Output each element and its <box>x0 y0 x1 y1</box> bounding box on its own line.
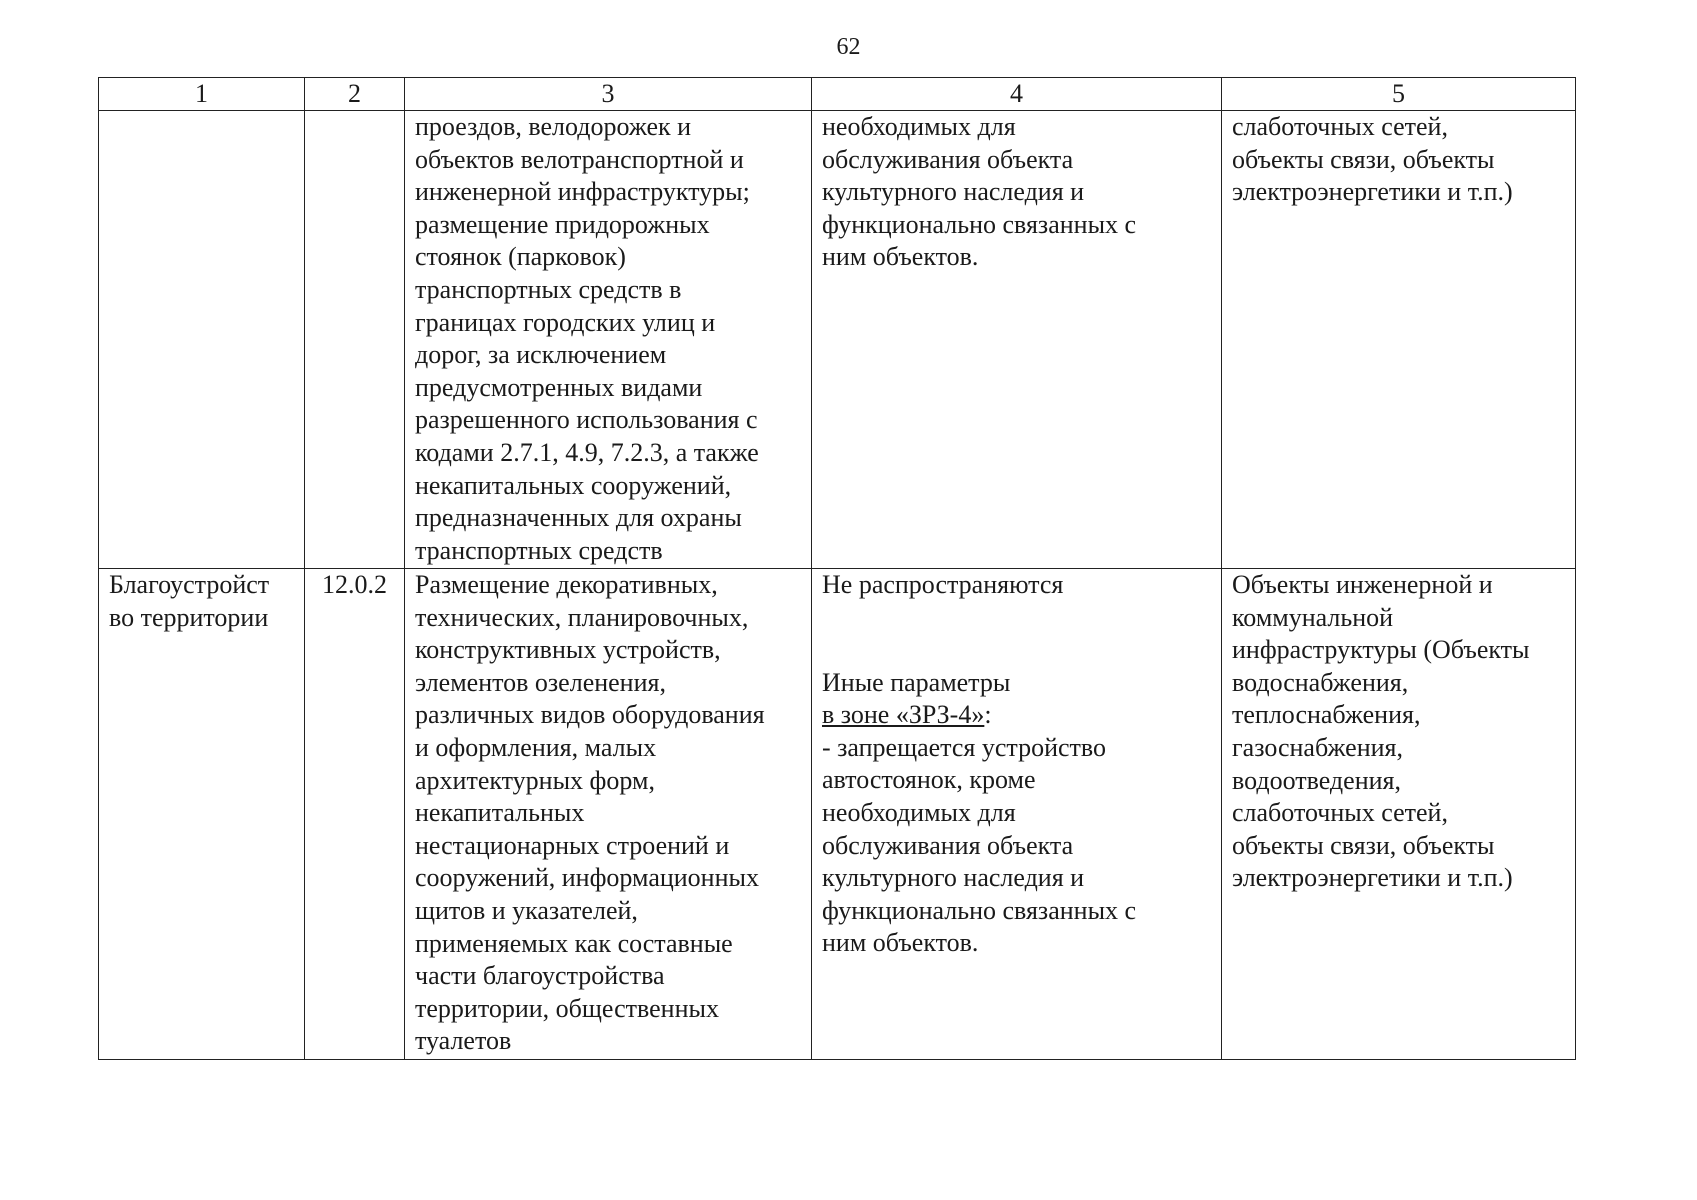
text-line: - запрещается устройство <box>822 732 1106 762</box>
text-line: элементов озеленения, <box>415 667 666 697</box>
header-cell-2: 2 <box>305 78 405 111</box>
text-line: нестационарных строений и <box>415 830 730 860</box>
text-line: электроэнергетики и т.п.) <box>1232 177 1513 207</box>
text-line: проездов, велодорожек и <box>415 112 692 141</box>
text-line: объекты связи, объекты <box>1232 830 1495 860</box>
text-line: размещение придорожных <box>415 209 710 239</box>
header-cell-3: 3 <box>405 78 812 111</box>
text-line: культурного наследия и <box>822 863 1085 893</box>
text-line: ним объектов. <box>822 928 979 958</box>
row2-parameters-cell <box>812 569 1222 1060</box>
text-line: дорог, за исключением <box>415 340 667 370</box>
text-line: Размещение декоративных, <box>415 570 718 599</box>
text-line: водоснабжения, <box>1232 667 1409 697</box>
text-line: стоянок (парковок) <box>415 242 626 272</box>
text-line: во территории <box>109 602 269 632</box>
text-line: газоснабжения, <box>1232 732 1403 762</box>
other-parameters-title: Иные параметры <box>822 667 1011 697</box>
zone-restrictions <box>822 732 1211 960</box>
row2-objects-cell <box>1222 569 1576 1060</box>
text-line: предусмотренных видами <box>415 372 703 402</box>
text-line: функционально связанных с <box>822 209 1137 239</box>
row1-description-cell <box>405 111 812 569</box>
text-line: ним объектов. <box>822 242 979 272</box>
text-line: слаботочных сетей, <box>1232 798 1448 828</box>
row1-code-cell <box>305 111 405 569</box>
table-header-row <box>99 78 1576 111</box>
header-cell-5: 5 <box>1222 78 1576 111</box>
text-line: архитектурных форм, <box>415 765 655 795</box>
row2-name-cell <box>99 569 305 1060</box>
text-line: различных видов оборудования <box>415 700 765 730</box>
text-line: необходимых для <box>822 112 1016 141</box>
row2-description-cell <box>405 569 812 1060</box>
text-line: разрешенного использования с <box>415 405 758 435</box>
row1-parameters-cell <box>812 111 1222 569</box>
header-cell-1: 1 <box>99 78 305 111</box>
text-line: границах городских улиц и <box>415 307 716 337</box>
text-line: некапитальных <box>415 798 585 828</box>
zone-line <box>822 699 1211 732</box>
text-line: электроэнергетики и т.п.) <box>1232 863 1513 893</box>
text-line: Благоустройст <box>109 570 270 599</box>
text-line: транспортных средств в <box>415 274 682 304</box>
text-line: функционально связанных с <box>822 895 1137 925</box>
text-line: технических, планировочных, <box>415 602 749 632</box>
text-line: инженерной инфраструктуры; <box>415 177 750 207</box>
page-number: 62 <box>836 34 861 60</box>
zone-label: в зоне «ЗРЗ-4» <box>822 700 985 730</box>
text-line: территории, общественных <box>415 993 719 1023</box>
text-line: слаботочных сетей, <box>1232 112 1448 141</box>
text-line: обслуживания объекта <box>822 144 1074 174</box>
text-line: Объекты инженерной и <box>1232 570 1493 599</box>
text-line: транспортных средств <box>415 535 663 565</box>
text-line: кодами 2.7.1, 4.9, 7.2.3, а также <box>415 437 759 467</box>
text-line: необходимых для <box>822 797 1016 827</box>
text-line: конструктивных устройств, <box>415 635 721 665</box>
text-line: теплоснабжения, <box>1232 700 1421 730</box>
text-line: обслуживания объекта <box>822 830 1074 860</box>
text-line: объектов велотранспортной и <box>415 144 744 174</box>
text-line: части благоустройства <box>415 961 665 991</box>
text-line: коммунальной <box>1232 602 1394 632</box>
text-line: и оформления, малых <box>415 732 657 762</box>
table-row <box>99 111 1576 569</box>
text-line: предназначенных для охраны <box>415 503 742 533</box>
text-line: некапитальных сооружений, <box>415 470 732 500</box>
row1-name-cell <box>99 111 305 569</box>
table-row <box>99 569 1576 1060</box>
text-line: водоотведения, <box>1232 765 1401 795</box>
row1-objects-cell <box>1222 111 1576 569</box>
text-line: инфраструктуры (Объекты <box>1232 635 1530 665</box>
regulations-table <box>98 77 1576 1060</box>
text-line: объекты связи, объекты <box>1232 144 1495 174</box>
text-line: культурного наследия и <box>822 177 1085 207</box>
text-line: туалетов <box>415 1026 512 1056</box>
zone-colon: : <box>984 700 992 730</box>
text-line: сооружений, информационных <box>415 863 759 893</box>
text-line: щитов и указателей, <box>415 895 638 925</box>
text-line: применяемых как составные <box>415 928 733 958</box>
text-line: автостоянок, кроме <box>822 765 1036 795</box>
row2-code-cell: 12.0.2 <box>305 569 405 1060</box>
parameters-not-applicable: Не распространяются <box>822 570 1064 599</box>
header-cell-4: 4 <box>812 78 1222 111</box>
